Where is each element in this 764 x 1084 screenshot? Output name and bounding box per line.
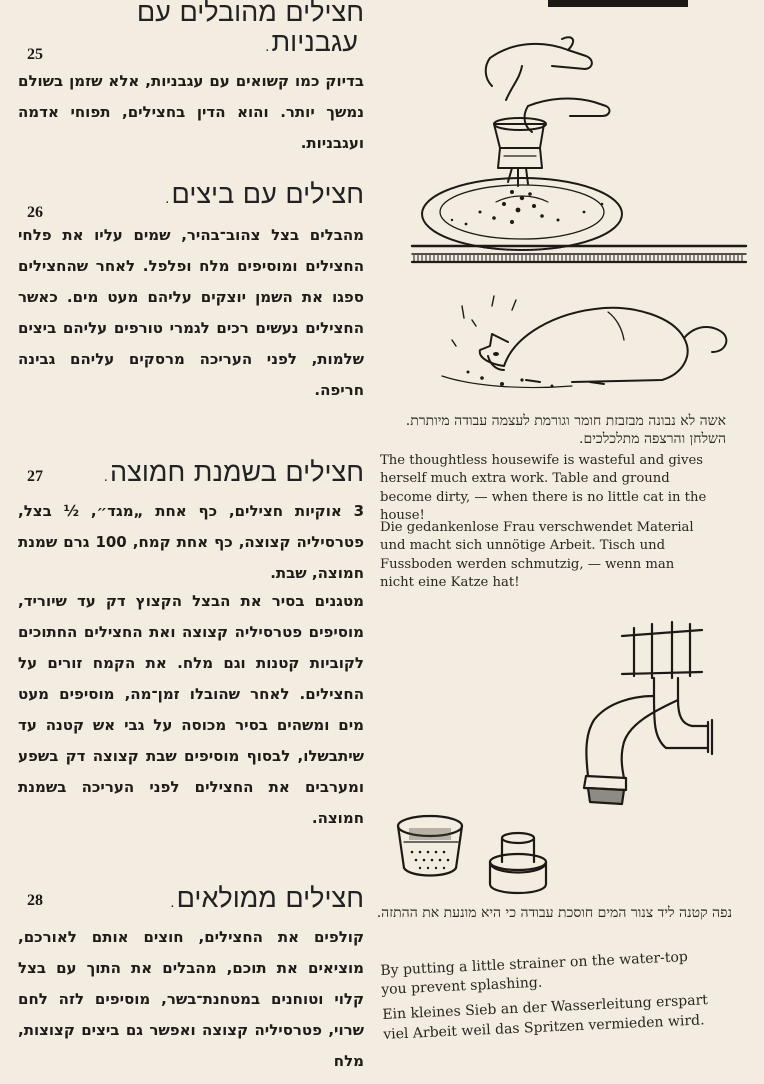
recipe-body: מהבלים בצל צהוב־בהיר, שמים עליו את פלחי החצילים ומוסיפים מלח ופלפל. לאחר שהחצילים ספגו את השמן יוצקים עליהם מעט מים. כאשר החצילים נעשים רכים לגמרי טורפים עליהם ביצים שלמות, לפני העריכה מרסקים עליהם גבינה חריפה.: [18, 226, 364, 399]
caption-2-latin-block: [380, 947, 725, 1072]
caption-1-german: Die gedankenlose Frau verschwendet Material und macht sich unnötige Arbeit. Tisch und Fussboden werden schmutzig, — wenn man nicht eine Katze hat!: [380, 520, 694, 590]
recipe-title: חצילים מהובלים עם: [136, 0, 364, 28]
recipe-body: מטגנים בסיר את הבצל הקצוץ דק עד שיוריד, מוסיפים פטרסיליה קצוצה ואת החצילים החתוכים לקוביות קטנות וגם מלח. את הקמח זורים על החצילים. לאחר שהובלו זמן־מה, מוסיפים מעט מים ומשהים בסיר מכוסה על גבי אש קטנה עד שיתבשלו, לבסוף מוסיפים שבת קצוצה דק בשפע ומערבים את החצילים לפני העריכה בשמנת חמוצה.: [18, 592, 364, 827]
meat-grinder-and-cat-illustration: [372, 6, 764, 408]
recipe-title: חצילים עם ביצים.: [162, 179, 364, 210]
caption-1-english: The thoughtless housewife is wasteful and gives herself much extra work. Table and ground become dirty, — when there is no little cat in the house!: [380, 453, 707, 523]
recipe-title: חצילים בשמנת חמוצה.: [101, 457, 364, 488]
caption-1-hebrew: אשה לא נבונה מבזבזת חומר וגורמת לעצמה עבודה מיותרת. השלחן והרצפה מתלכלכים.: [405, 413, 726, 447]
recipe-number: 27: [27, 468, 43, 485]
recipe-title-line2: עגבניות.: [262, 27, 358, 58]
recipe-number: 28: [27, 892, 43, 909]
recipes-column: [10, 0, 364, 1084]
caption-2-hebrew: נפה קטנה ליד צנור המים חוסכת עבודה כי היא מונעת את ההתזה.: [376, 905, 732, 921]
recipe-number: 26: [27, 204, 43, 221]
recipe-title: חצילים ממולאים.: [168, 883, 364, 914]
recipe-ingredients: 3 אוקיות חצילים, כף אחת „מגד״, ½ בצל, פטרסיליה קצוצה, כף אחת קמח, 100 גרם שמנת חמוצה, שבת.: [18, 502, 364, 582]
water-tap-and-strainer-illustration: [372, 612, 764, 896]
recipe-number: 25: [27, 46, 43, 63]
caption-2-german: Ein kleines Sieb an der Wasserleitung erspart viel Arbeit weil das Spritzen vermieden wird.: [382, 992, 709, 1043]
recipe-body: בדיוק כמו קשואים עם עגבניות, אלא שזמן בשולם נמשך יותר. והוא הדין בחצילים, תפוחי אדמה ועגבניות.: [18, 72, 364, 152]
caption-2-english: By putting a little strainer on the water-top you prevent splashing.: [380, 949, 689, 998]
recipe-body: קולפים את החצילים, חוצים אותם לאורכם, מוציאים את תוכם, מהבלים את התוך עם בצל קלוי וטוחנים במטחנת־בשר, מוסיפים לזה לחם שרוי, פטרסיליה קצוצה ואפשר גם ביצים קצוצות, מלח: [18, 928, 364, 1070]
illustration-column: [372, 0, 764, 1084]
